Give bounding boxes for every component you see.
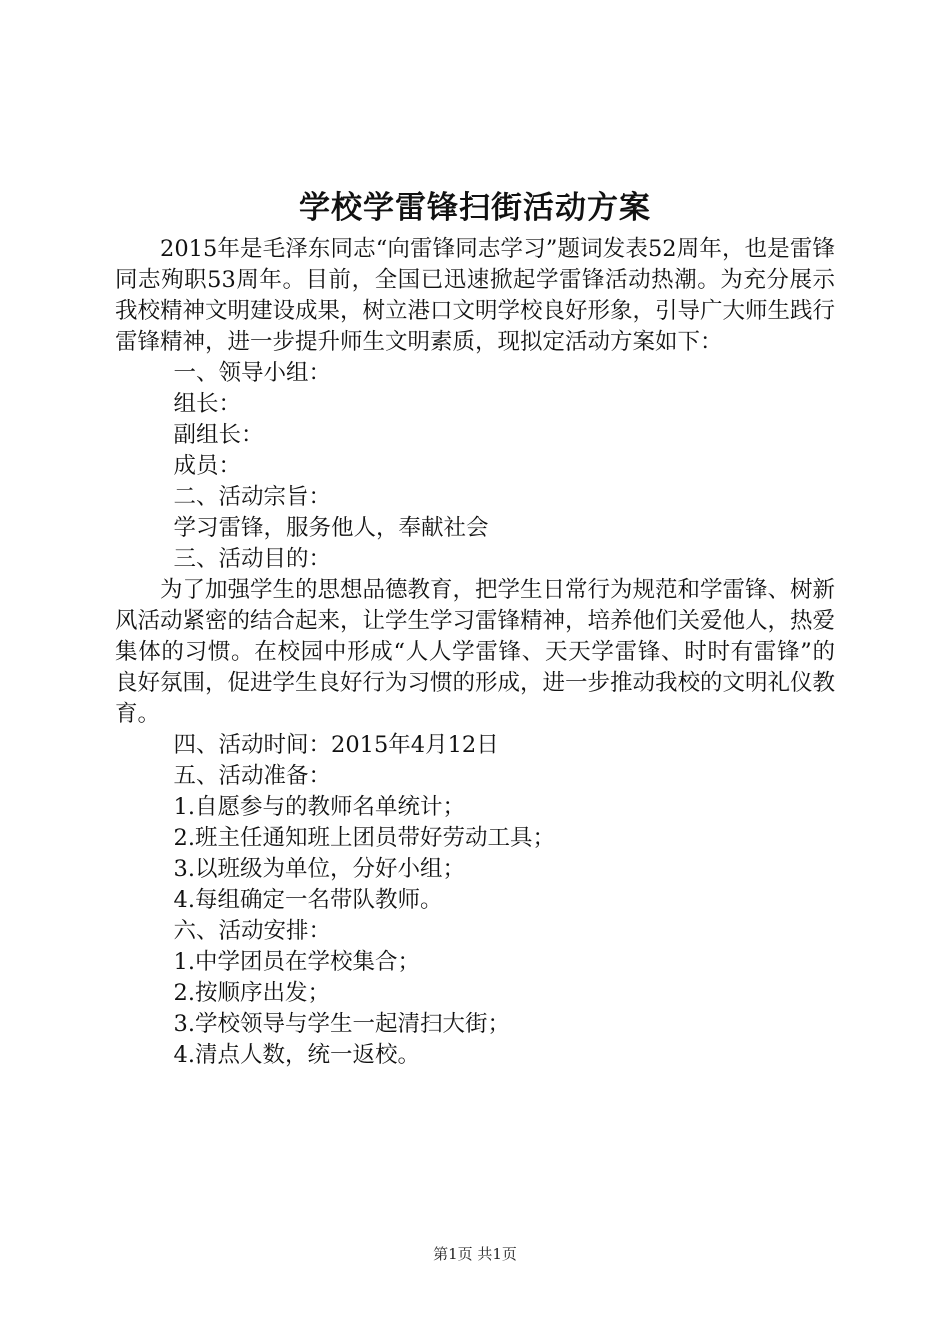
section-heading-purpose: 二、活动宗旨： [173,484,332,510]
section-heading-leadership: 一、领导小组： [173,360,332,386]
section-heading-time: 四、活动时间：2015年4月12日 [173,732,499,758]
deputy-leader-line: 副组长： [173,422,264,448]
document-body [115,234,835,1071]
preparation-item: 3.以班级为单位，分好小组； [173,856,465,882]
arrangement-item: 4.清点人数，统一返校。 [173,1042,420,1068]
leader-line: 组长： [173,391,242,417]
page-footer: 第1页 共1页 [433,1245,517,1263]
section-heading-preparation: 五、活动准备： [173,763,332,789]
arrangement-item: 3.学校领导与学生一起清扫大街； [173,1011,510,1037]
preparation-item: 1.自愿参与的教师名单统计； [173,794,465,820]
arrangement-item: 1.中学团员在学校集合； [173,949,420,975]
purpose-text: 学习雷锋，服务他人，奉献社会 [173,515,489,541]
section-heading-goal: 三、活动目的： [173,546,332,572]
goal-paragraph: 为了加强学生的思想品德教育，把学生日常行为规范和学雷锋、树新风活动紧密的结合起来，让学生学习雷锋精神，培养他们关爱他人，热爱集体的习惯。在校园中形成“人人学雷锋、天天学雷锋、时时有雷锋”的良好氛围，促进学生良好行为习惯的形成，进一步推动我校的文明礼仪教育。 [115,577,836,727]
document-title: 学校学雷锋扫街活动方案 [299,190,651,226]
arrangement-item: 2.按顺序出发； [173,980,330,1006]
intro-paragraph: 2015年是毛泽东同志“向雷锋同志学习”题词发表52周年，也是雷锋同志殉职53周年。目前，全国已迅速掀起学雷锋活动热潮。为充分展示我校精神文明建设成果，树立港口文明学校良好形象，引导广大师生践行雷锋精神，进一步提升师生文明素质，现拟定活动方案如下： [115,236,836,355]
section-heading-arrangement: 六、活动安排： [173,918,332,944]
preparation-item: 2.班主任通知班上团员带好劳动工具； [173,825,555,851]
preparation-item: 4.每组确定一名带队教师。 [173,887,443,913]
members-line: 成员： [173,453,242,479]
